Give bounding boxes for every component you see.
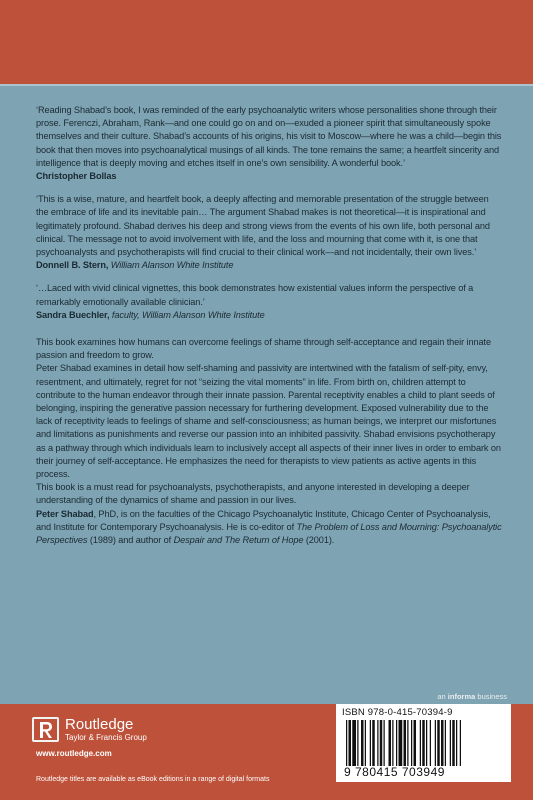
top-color-band [0,0,533,84]
informa-suffix: business [475,692,507,701]
author-bio [36,508,502,548]
bio-text: , PhD, is on the faculties of the Chicago Psychoanalytic Institute, Chicago Center of Psychoanalysis, and Institute for Contemporary Psychoanalysis. He is co-editor of [36,508,491,532]
quote-author: Donnell B. Stern [36,260,106,271]
bio-author-name: Peter Shabad [36,508,94,519]
bio-book-title: The Problem of Loss and Mourning: Psychoanalytic Perspectives [36,521,502,546]
bio-text: (2001). [303,535,335,546]
ebook-note: Routledge titles are available as eBook editions in a range of digital formats [36,776,270,783]
bio-book-title: Despair and The Return of Hope [173,535,304,546]
barcode [346,720,501,766]
quote-author: Christopher Bollas [36,171,117,182]
quote-text: ‘Reading Shabad’s book, I was reminded of the early psychoanalytic writers whose personalities shone through their prose. Ferenczi, Abraham, Rank—and one could go on and on—exuded a pioneer spirit that simultaneously spoke themselves and their culture. Shabad’s accounts of his origins, his visit to Moscow—where he was a child—begin this book that then moves into psychoanalytical musings of all kinds. The tone remains the same; a heartfelt sincerity and intelligence that is deeply moving and etches itself in one’s own sensibility. A wonderful book.’ [36,105,502,168]
informa-brand: informa [447,692,476,701]
quote-attribution: Donnell B. Stern, William Alanson White Institute [36,260,234,271]
quote-author: Sandra Buechler [36,309,108,320]
publisher-name: Routledge [65,716,134,733]
isbn-label: ISBN 978-0-415-70394-9 [342,707,453,718]
publisher-website: www.routledge.com [36,749,112,758]
description-paragraph: This book is a must read for psychoanalysts, psychotherapists, and anyone interested in developing a deeper understanding of the dynamics of shame and passion in our lives. [36,482,470,506]
isbn-barcode-box [336,704,511,782]
endorsement-quote [36,282,502,322]
publisher-group: Taylor & Francis Group [65,733,147,742]
bio-text: (1989) and author of [87,535,174,546]
quote-affiliation: faculty, William Alanson White Institute [111,309,265,320]
endorsement-quote [36,193,502,272]
description-paragraph: This book examines how humans can overcome feelings of shame through self-acceptance and regain their innate passion and freedom to grow. [36,337,491,361]
routledge-logo-icon [32,717,59,742]
endorsement-quote [36,104,502,183]
description-paragraph: Peter Shabad examines in detail how self-shaming and passivity are intertwined with the fatalism of self-pity, envy, resentment, and ultimately, regret for not “seizing the vital moments” in life. From birth on, children attempt to contribute to the human endeavor through their innate passion. Parental receptivity enables a child to plant seeds of belonging, inspiring the generative passion necessary for furthering development. Exposed vulnerability due to the lack of receptivity leads to feelings of shame and self-consciousness; as human beings, we interpret our misfortunes and limitations as punishments and reverse our passion into an inhibited passivity. Shabad envisions psychotherapy as a pathway through which individuals learn to inclusively accept all aspects of their inner lives in order to embark on their journey of self-acceptance. He emphasizes the need for therapists to view patients as active agents in this process. [36,363,501,480]
quote-text: ‘This is a wise, mature, and heartfelt book, a deeply affecting and memorable presentation of the struggle between the embrace of life and its inevitable pain… The argument Shabad makes is not theoretical—it is inspirational and legitimately profound. Shabad derives his deep and strong views from the events of his own life, both personal and clinical. The message not to avoid involvement with life, and the loss and mourning that come with it, is one that psychoanalysts and psychotherapists will find crucial to their clinical work—and not incidentally, their own lives.’ [36,194,490,258]
quote-attribution: Sandra Buechler, faculty, William Alanson White Institute [36,309,265,320]
informa-prefix: an [437,692,448,701]
divider [0,84,533,86]
back-cover-text [36,104,502,547]
informa-business-label [437,692,507,701]
barcode-digits: 9 780415 703949 [344,765,445,779]
quote-affiliation: William Alanson White Institute [110,260,234,271]
quote-text: ‘…Laced with vivid clinical vignettes, this book demonstrates how existential values inform the perspective of a remarkably emotionally available clinician.’ [36,283,474,307]
